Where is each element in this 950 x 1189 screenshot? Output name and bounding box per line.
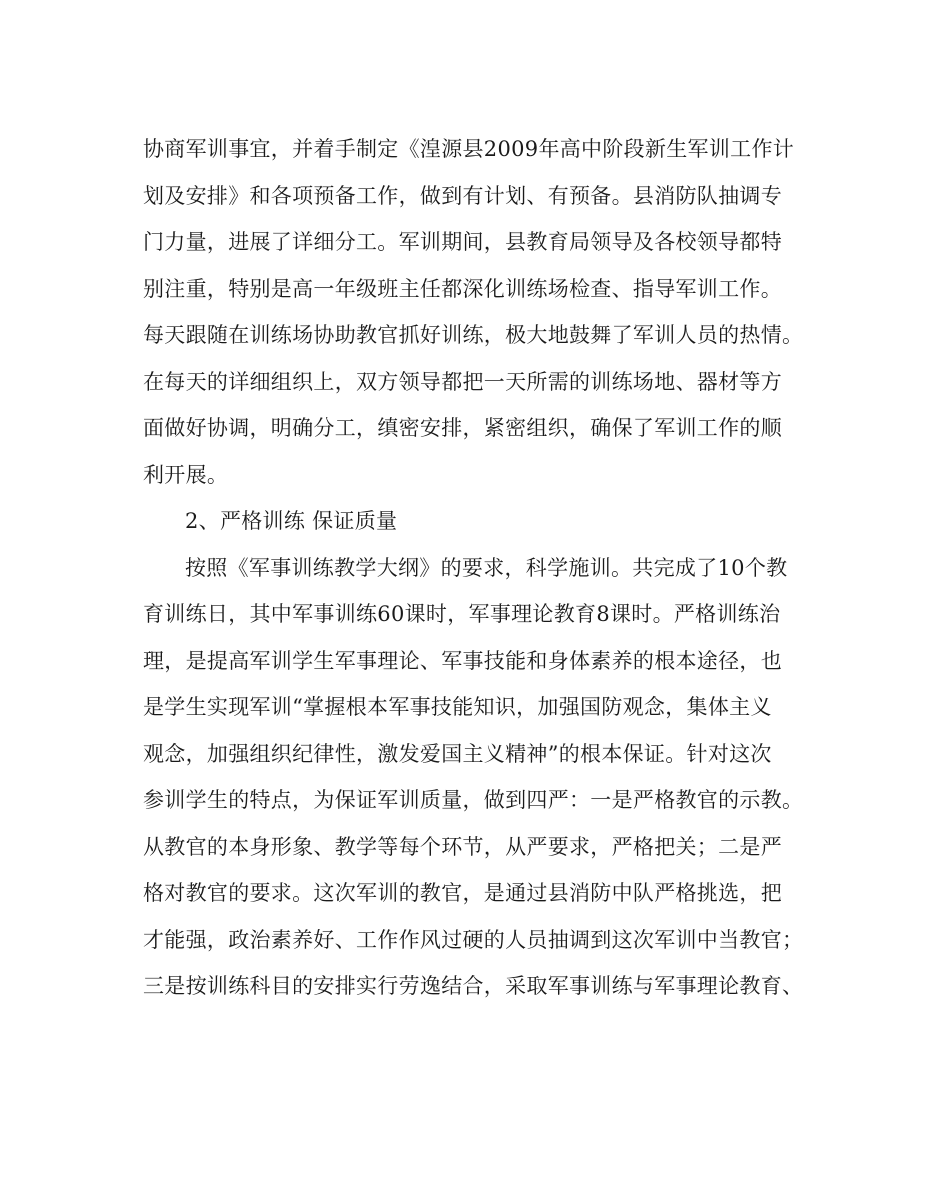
paragraph-line: 利开展。 [143,462,229,487]
paragraph-line: 在每天的详细组织上，双方领导都把一天所需的训练场地、器材等方 [143,369,782,394]
paragraph-line: 参训学生的特点，为保证军训质量，做到四严：一是严格教官的示教。 [143,788,804,812]
paragraph-line: 三是按训练科目的安排实行劳逸结合，采取军事训练与军事理论教育、 [143,974,804,998]
paragraph-line: 是学生实现军训“掌握根本军事技能知识，加强国防观念，集体主义 [143,695,772,719]
paragraph-line: 别注重，特别是高一年级班主任都深化训练场检查、指导军训工作。 [143,276,782,301]
paragraph-line: 理，是提高军训学生军事理论、军事技能和身体素养的根本途径，也 [143,648,782,673]
paragraph-line: 按照《军事训练教学大纲》的要求，科学施训。共完成了10个教 [185,555,788,580]
document-page [143,126,808,1010]
paragraph-line: 才能强，政治素养好、工作作风过硬的人员抽调到这次军训中当教官； [143,927,804,952]
paragraph-line: 格对教官的要求。这次军训的教官，是通过县消防中队严格挑选，把 [143,881,782,905]
paragraph-line: 观念，加强组织纪律性，激发爱国主义精神”的根本保证。针对这次 [143,741,772,766]
paragraph-line: 育训练日，其中军事训练60课时，军事理论教育8课时。严格训练治 [143,602,781,626]
paragraph-line: 面做好协调，明确分工，缜密安排，紧密组织，确保了军训工作的顺 [143,416,782,440]
section-heading: 2、严格训练 保证质量 [185,509,398,533]
paragraph-line: 划及安排》和各项预备工作，做到有计划、有预备。县消防队抽调专 [143,183,782,208]
paragraph-line: 从教官的本身形象、教学等每个环节，从严要求，严格把关；二是严 [143,834,782,859]
paragraph-line: 门力量，进展了详细分工。军训期间，县教育局领导及各校领导都特 [143,230,782,254]
paragraph-line: 协商军训事宜，并着手制定《湟源县2009年高中阶段新生军训工作计 [143,137,795,161]
paragraph-line: 每天跟随在训练场协助教官抓好训练，极大地鼓舞了军训人员的热情。 [143,323,804,347]
